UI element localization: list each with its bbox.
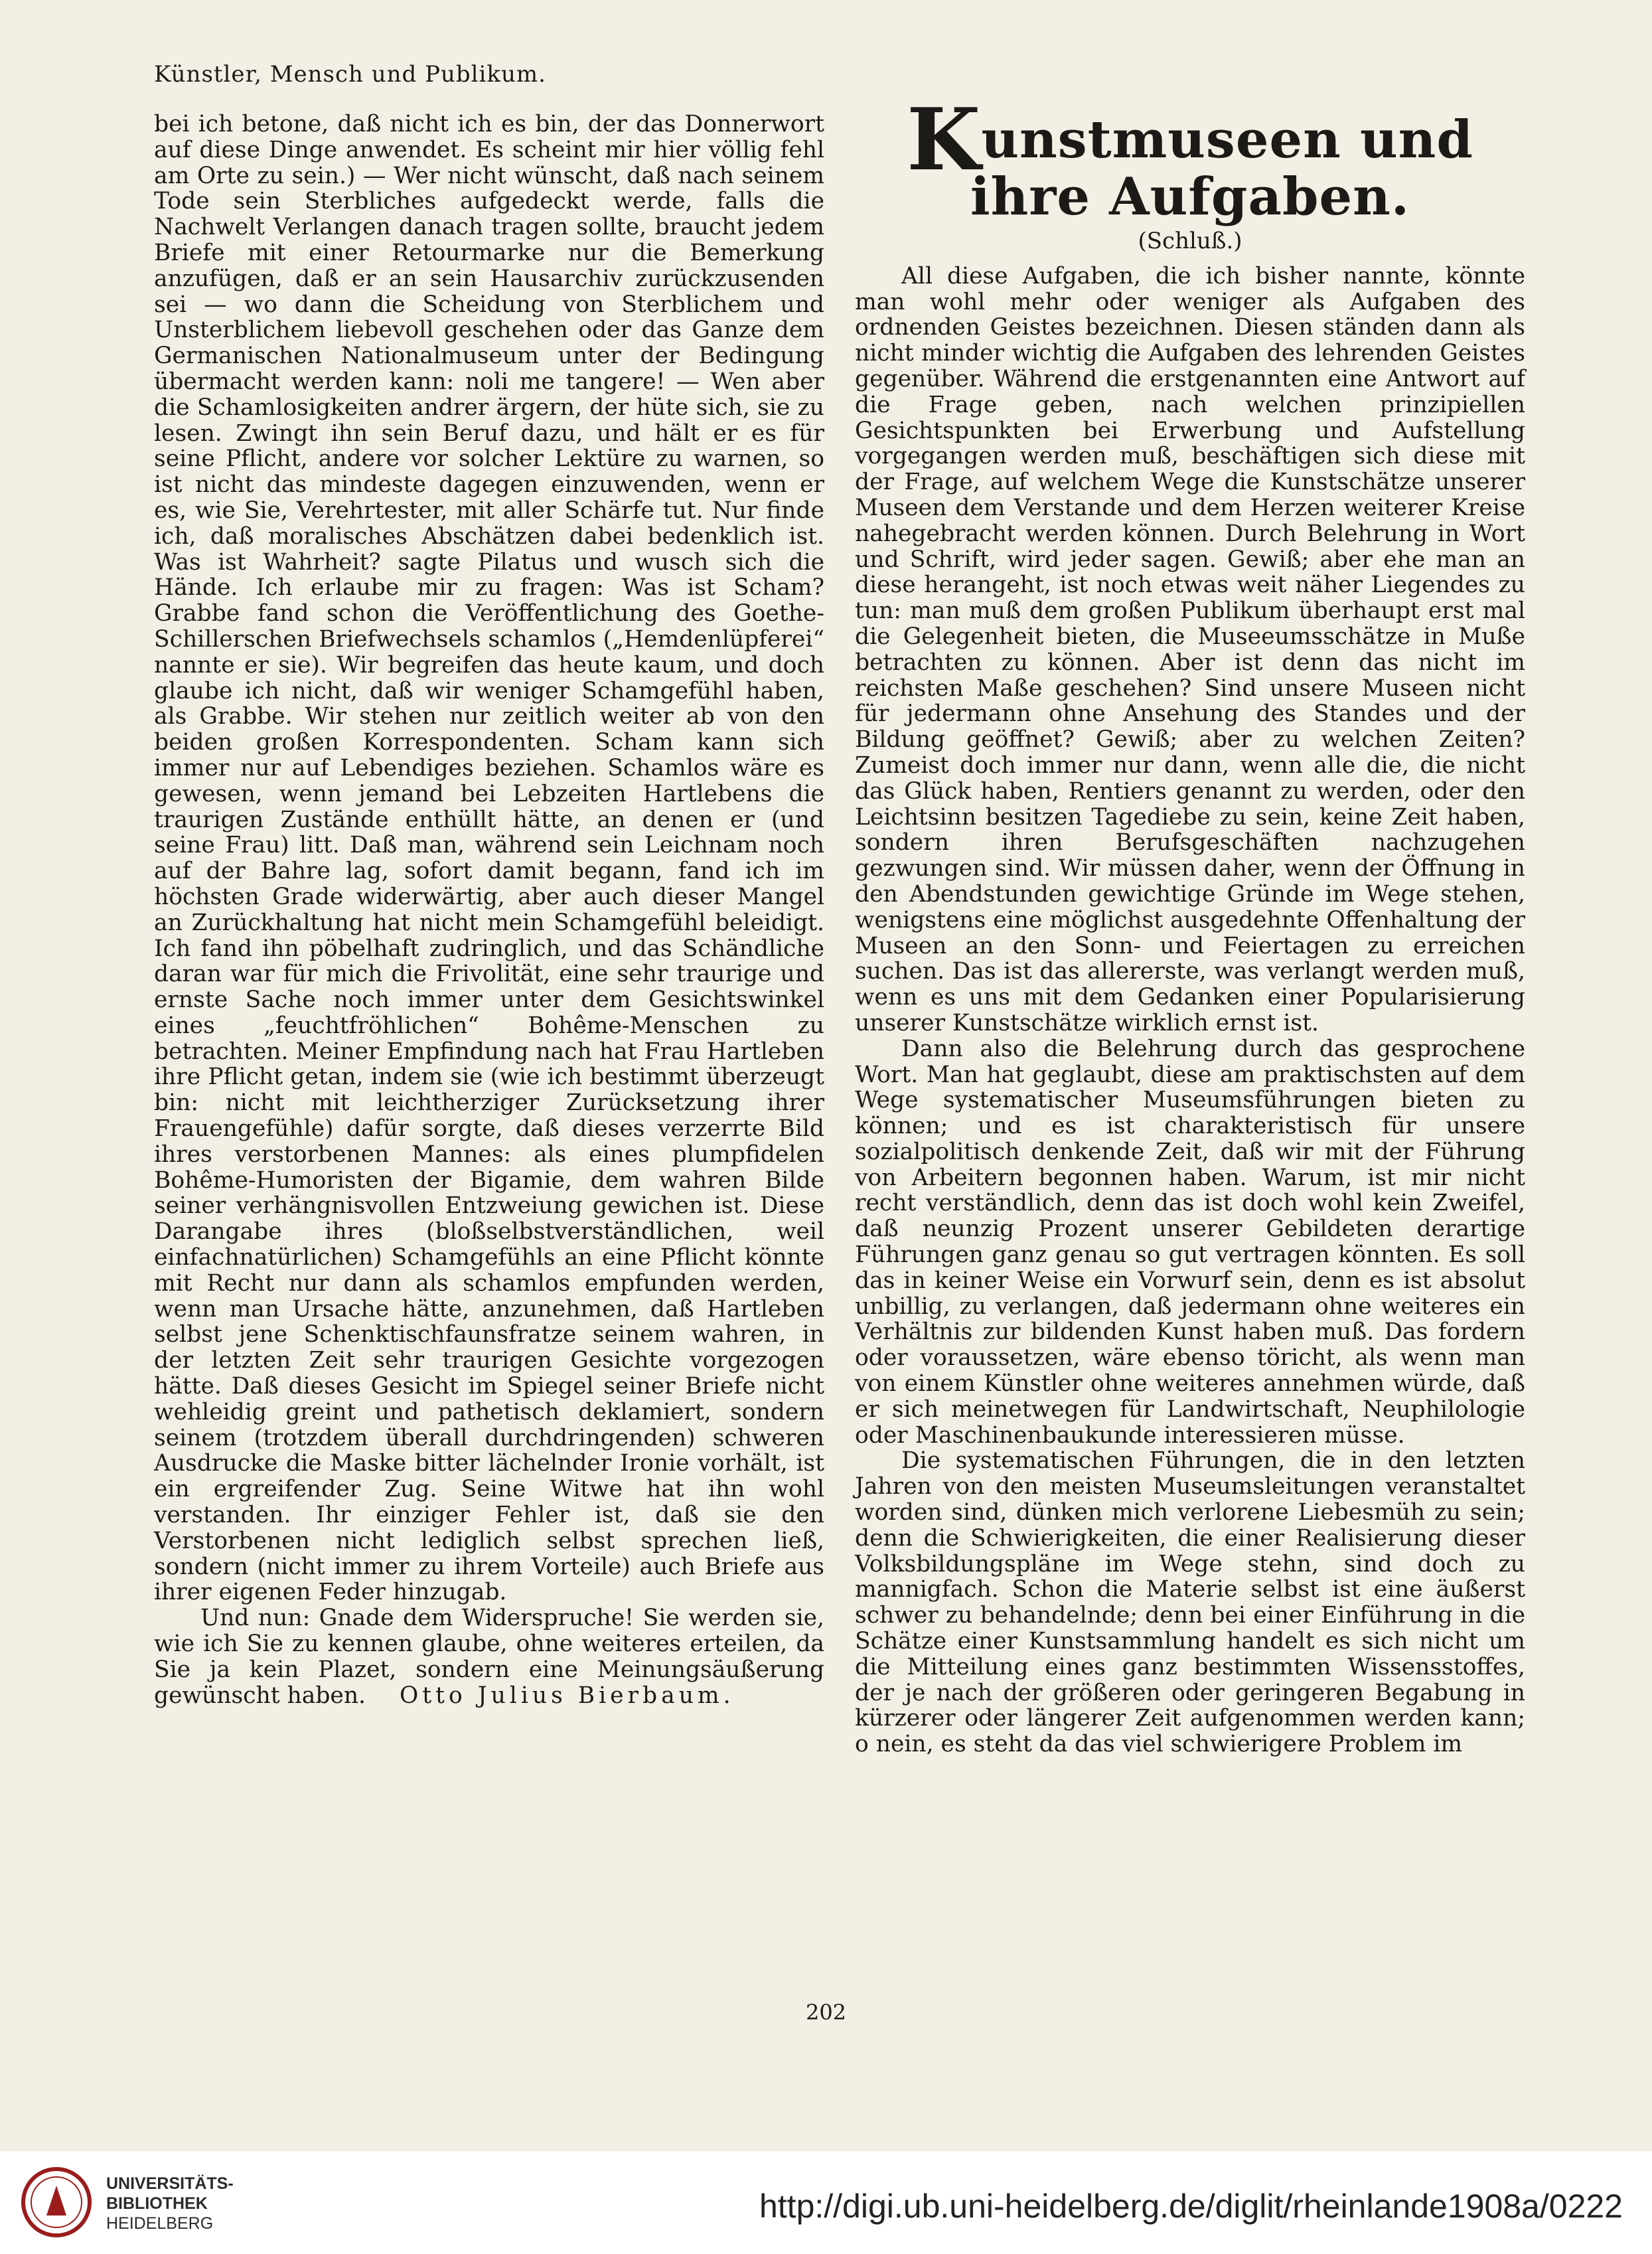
title-text: unstmuseen und ihre Aufgaben. <box>970 110 1473 227</box>
footer-bar <box>0 2151 1652 2254</box>
right-paragraph-1: All diese Aufgaben, die ich bisher nannte, könnte man wohl mehr oder weniger als Aufgaben des ordnenden Geistes bezeichnen. Diesen ständen dann als nicht minder wichtig die Aufgaben des lehrenden Geistes gegenüber. Während die erstgenannten eine Antwort auf die Frage geben, nach welchen prinzipiellen Gesichtspunkten bei Erwerbung und Aufstellung vorgegangen werden muß, beschäftigen sich diese mit der Frage, auf welchem Wege die Kunstschätze unserer Museen dem Verstande und dem Herzen weiterer Kreise nahegebracht werden können. Durch Belehrung in Wort und Schrift, wird jeder sagen. Gewiß; aber ehe man an diese herangeht, ist noch etwas weit näher Liegendes zu tun: man muß dem großen Publikum überhaupt erst mal die Gelegenheit bieten, die Museeumsschätze in Muße betrachten zu können. Aber ist denn das nicht im reichsten Maße geschehen? Sind unsere Museen nicht für jedermann ohne Ansehung des Standes und der Bildung geöffnet? Gewiß; aber zu welchen Zeiten? Zumeist doch immer nur dann, wenn alle die, die nicht das Glück haben, Rentiers genannt zu werden, oder den Leichtsinn besitzen Tagediebe zu sein, keine Zeit haben, sondern ihren Berufsgeschäften nachzugehen gezwungen sind. Wir müssen daher, wenn der Öffnung in den Abendstunden gewichtige Gründe im Wege stehen, wenigstens eine möglichst ausgedehnte Offenhaltung der Museen an den Sonn- und Feiertagen zu erreichen suchen. Das ist das allererste, was verlangt werden muß, wenn es uns mit dem Gedanken einer Popularisierung unserer Kunstschätze wirklich ernst ist. <box>855 262 1525 1036</box>
page-number: 202 <box>805 2000 847 2025</box>
left-paragraph-2 <box>154 1605 824 1708</box>
university-seal-icon <box>20 2166 93 2239</box>
title-initial: K <box>907 90 982 190</box>
left-paragraph-2-text: Und nun: Gnade dem Widerspruche! Sie werden sie, wie ich Sie zu kennen glaube, ohne weiteres erteilen, da Sie ja kein Plazet, sondern eine Meinungsäußerung gewünscht haben. <box>154 1605 824 1709</box>
library-line-1: UNIVERSITÄTS- <box>106 2174 234 2193</box>
author-signature: Otto Julius Bierbaum. <box>400 1682 735 1709</box>
running-head: Künstler, Mensch und Publikum. <box>154 61 546 88</box>
right-paragraph-2: Dann also die Belehrung durch das gesprochene Wort. Man hat geglaubt, diese am praktischsten auf dem Wege systematischer Museumsführungen bieten zu können; und es ist charakteristisch für unsere sozialpolitisch denkende Zeit, daß wir mit der Führung von Arbeitern begonnen haben. Warum, ist mir nicht recht verständlich, denn das ist doch wohl kein Zweifel, daß neunzig Prozent unserer Gebildeten derartige Führungen ganz genau so gut vertragen könnten. Es soll das in keiner Weise ein Vorwurf sein, denn es ist absolut unbillig, zu verlangen, daß jedermann ohne weiteres ein Verhältnis zur bildenden Kunst haben muß. Das fordern oder voraussetzen, wäre ebenso töricht, als wenn man von einem Künstler ohne weiteres annehmen würde, daß er sich meinetwegen für Landwirtschaft, Neuphilologie oder Maschinenbaukunde interessieren müsse. <box>855 1035 1525 1449</box>
left-paragraph-1: bei ich betone, daß nicht ich es bin, der das Donnerwort auf diese Dinge anwendet. Es scheint mir hier völlig fehl am Orte zu sein.) — Wer nicht wünscht, daß nach seinem Tode sein Sterbliches aufgedeckt werde, falls die Nachwelt Verlangen danach tragen sollte, braucht jedem Briefe mit einer Retourmarke nur die Bemerkung anzufügen, daß er an sein Hausarchiv zurückzusenden sei — wo dann die Scheidung von Sterblichem und Unsterblichem liebevoll geschehen oder das Ganze dem Germanischen Nationalmuseum unter der Bedingung übermacht werden kann: noli me tangere! — Wen aber die Schamlosigkeiten andrer ärgern, der hüte sich, sie zu lesen. Zwingt ihn sein Beruf dazu, und hält er es für seine Pflicht, andere vor solcher Lektüre zu warnen, so ist nicht das mindeste dagegen einzuwenden, wenn er es, wie Sie, Verehrtester, mit aller Schärfe tut. Nur finde ich, daß moralisches Abschätzen dabei bedenklich ist. Was ist Wahrheit? sagte Pilatus und wusch sich die Hände. Ich erlaube mir zu fragen: Was ist Scham? Grabbe fand schon die Veröffentlichung des Goethe-Schillerschen Briefwechsels schamlos („Hemdenlüpferei“ nannte er sie). Wir begreifen das heute kaum, und doch glaube ich nicht, daß wir weniger Schamgefühl haben, als Grabbe. Wir stehen nur zeitlich weiter ab von den beiden großen Korrespondenten. Scham kann sich immer nur auf Lebendiges beziehen. Schamlos wäre es gewesen, wenn jemand bei Lebzeiten Hartlebens die traurigen Zustände enthüllt hätte, an denen er (und seine Frau) litt. Daß man, während sein Leichnam noch auf der Bahre lag, sofort damit begann, fand ich im höchsten Grade widerwärtig, aber auch dieser Mangel an Zurückhaltung hat nicht mein Schamgefühl beleidigt. Ich fand ihn pöbelhaft zudringlich, und das Schändliche daran war für mich die Frivolität, eine sehr traurige und ernste Sache noch immer unter dem Gesichtswinkel eines „feuchtfröhlichen“ Bohême-Menschen zu betrachten. Meiner Empfindung nach hat Frau Hartleben ihre Pflicht getan, indem sie (wie ich bestimmt überzeugt bin: nicht mit leichtherziger Zurücksetzung ihrer Frauengefühle) dafür sorgte, daß dieses verzerrte Bild ihres verstorbenen Mannes: als eines plumpfidelen Bohême-Humoristen der Bigamie, dem wahren Bilde seiner verhängnisvollen Entzweiung gewichen ist. Diese Darangabe ihres (bloßselbstverständlichen, weil einfachnatürlichen) Schamgefühls an eine Pflicht könnte mit Recht nur dann als schamlos empfunden werden, wenn man Ursache hätte, anzunehmen, daß Hartleben selbst jene Schenktischfaunsfratze seinem wahren, in der letzten Zeit sehr traurigen Gesichte vorgezogen hätte. Daß dieses Gesicht im Spiegel seiner Briefe nicht wehleidig greint und pathetisch deklamiert, sondern seinem (trotzdem überall durchdringenden) schweren Ausdrucke die Maske bitter lächelnder Ironie vorhält, ist ein ergreifender Zug. Seine Witwe hat ihn wohl verstanden. Ihr einziger Fehler ist, daß sie den Verstorbenen nicht lediglich selbst sprechen ließ, sondern (nicht immer zu ihrem Vorteile) auch Briefe aus ihrer eigenen Feder hinzugab. <box>154 111 824 1606</box>
library-line-2: BIBLIOTHEK <box>106 2194 208 2213</box>
article-subtitle: (Schluß.) <box>1138 228 1242 254</box>
source-url-link[interactable]: http://digi.ub.uni-heidelberg.de/diglit/rheinlande1908a/0222 <box>759 2188 1623 2225</box>
library-name <box>106 2174 234 2233</box>
library-line-3: HEIDELBERG <box>106 2214 214 2233</box>
right-column <box>855 90 1525 1758</box>
article-title <box>855 90 1525 227</box>
right-paragraph-3: Die systematischen Führungen, die in den letzten Jahren von den meisten Museumsleitungen veranstaltet worden sind, dünken mich verlorene Liebesmüh zu sein; denn die Schwierigkeiten, die einer Realisierung dieser Volksbildungspläne im Wege stehn, sind doch zu mannigfach. Schon die Materie selbst ist eine äußerst schwer zu behandelnde; denn bei einer Einführung in die Schätze einer Kunstsammlung handelt es sich nicht um die Mitteilung eines ganz bestimmten Wissensstoffes, der je nach der größeren oder geringeren Begabung in kürzerer oder längerer Zeit aufgenommen werden kann; o nein, es steht da das viel schwierigere Problem im <box>855 1447 1525 1758</box>
left-column <box>154 112 824 1708</box>
